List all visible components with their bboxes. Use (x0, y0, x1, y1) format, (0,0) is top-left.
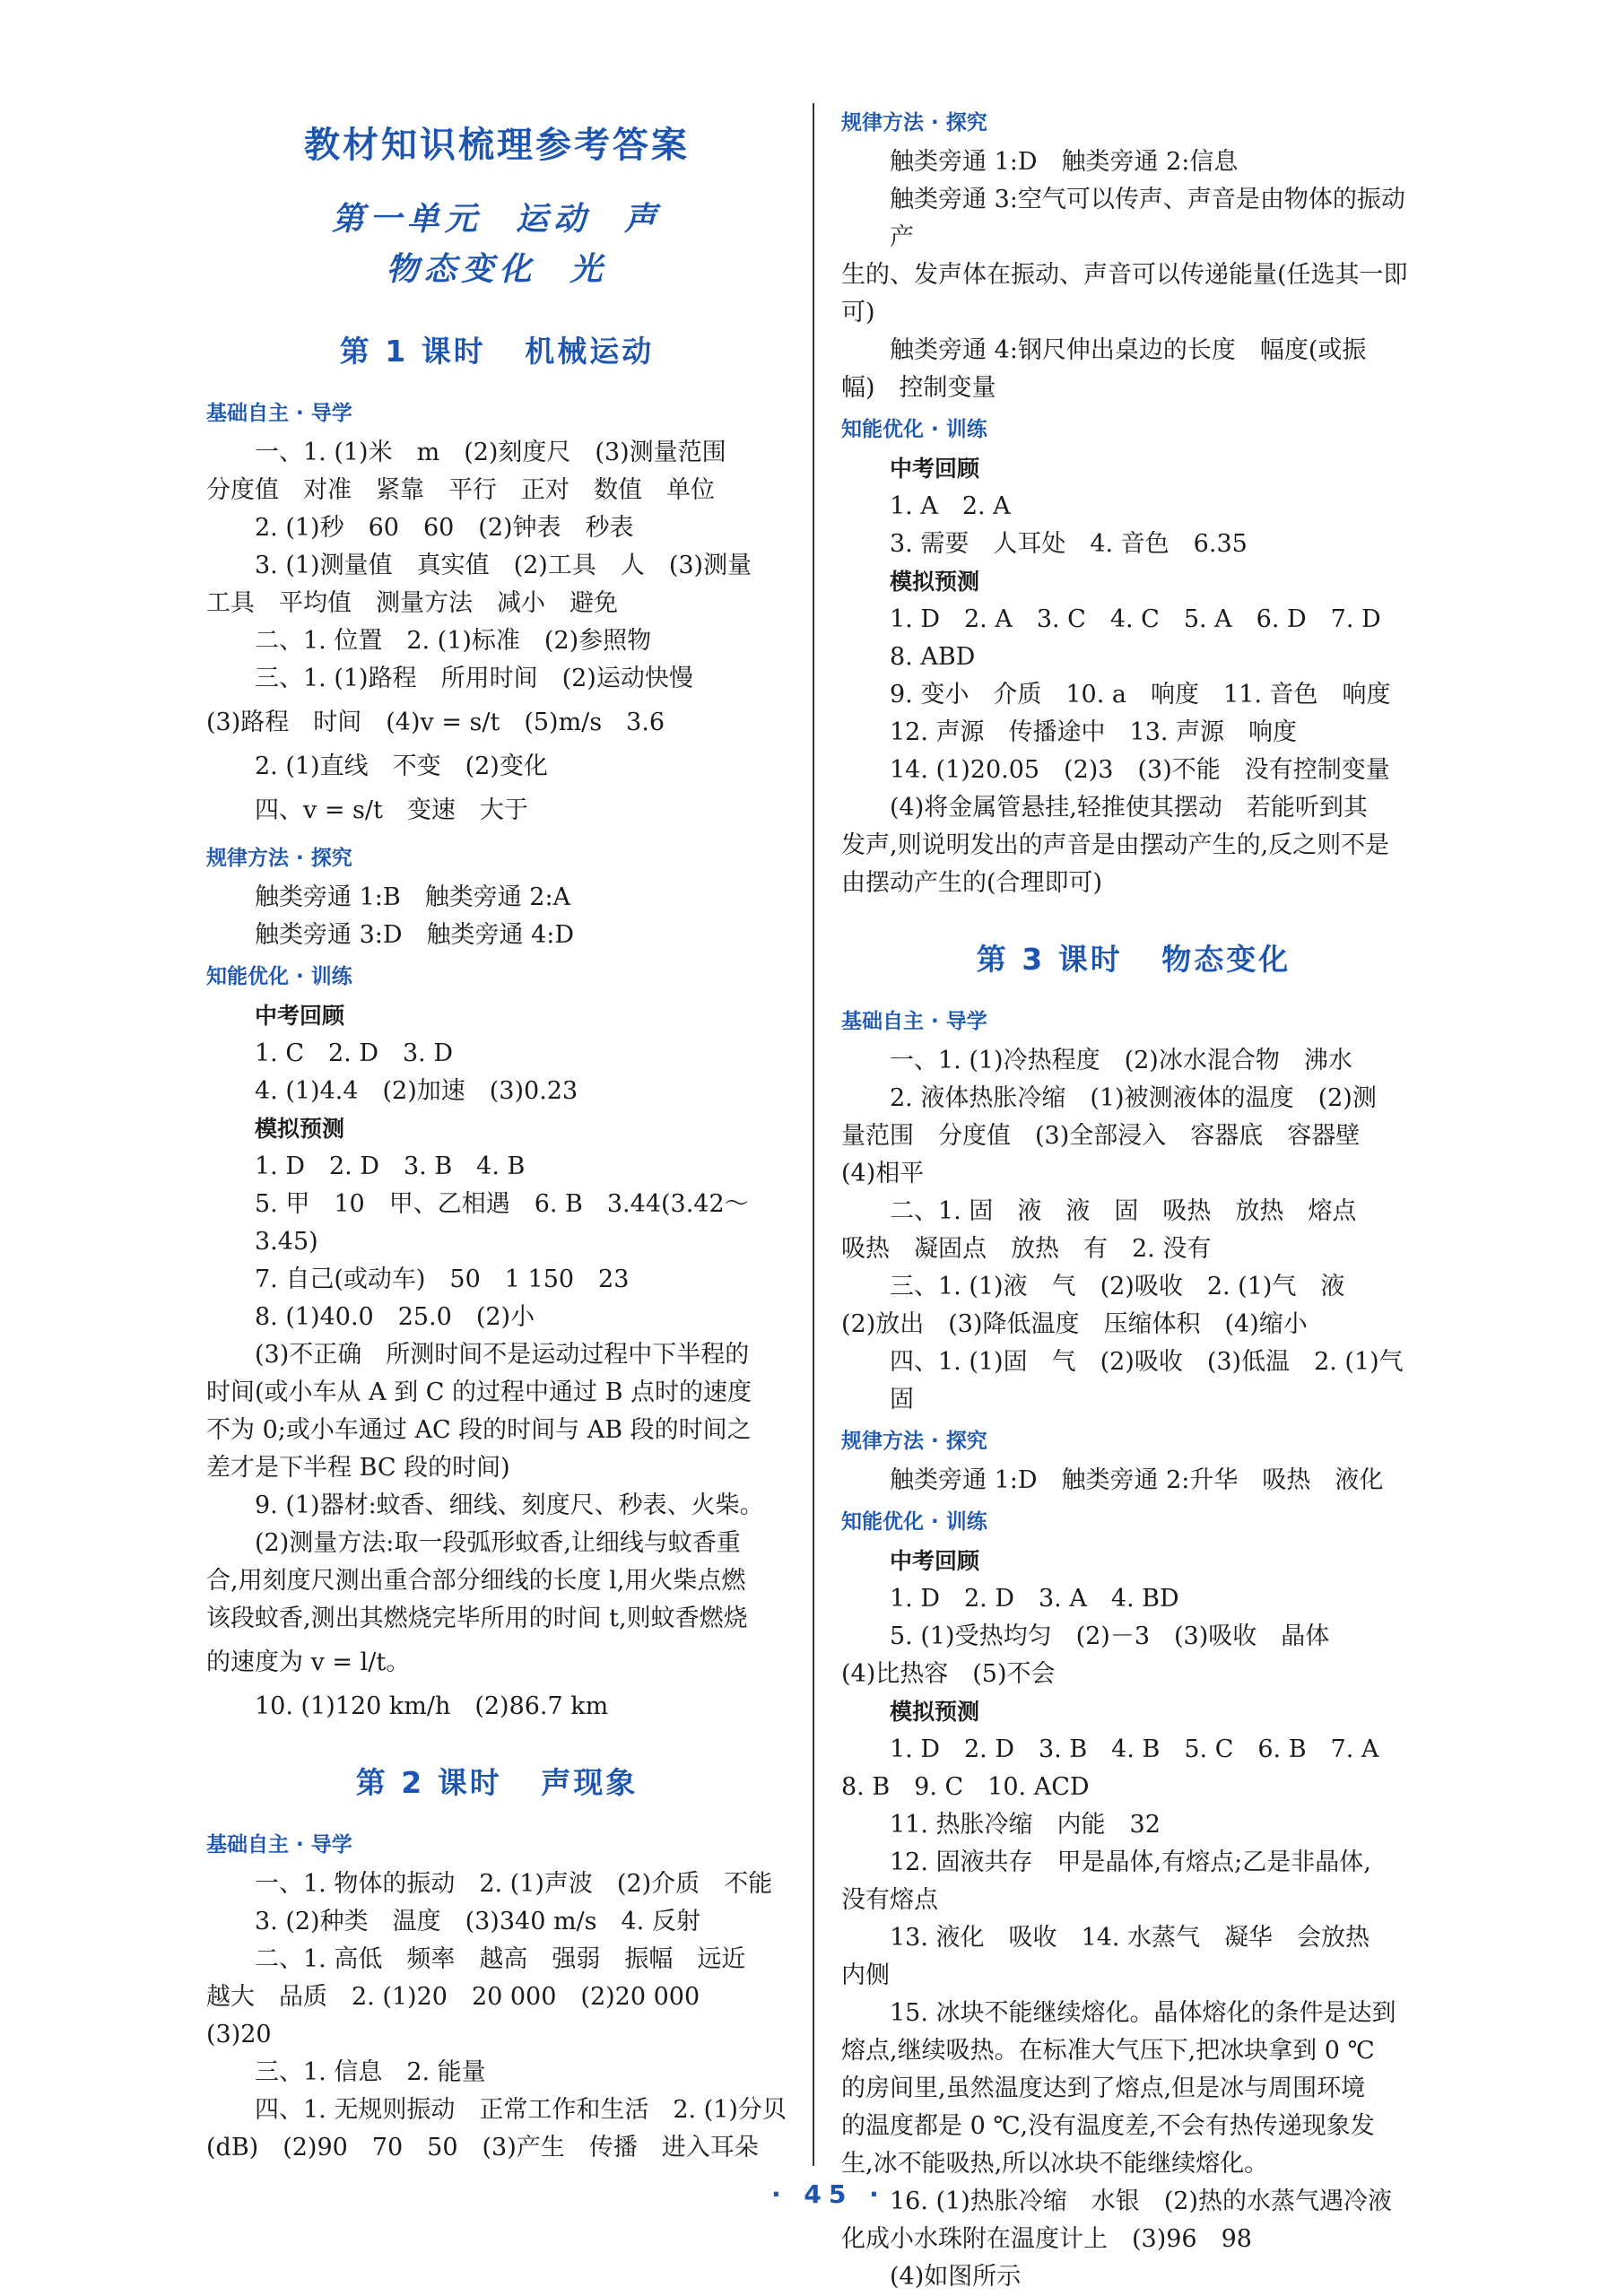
answer-line: 的速度为 v = l/t。 (206, 1648, 411, 1676)
page-title: 教材知识梳理参考答案 (304, 125, 690, 166)
answer-line: 越大 品质 2. (1)20 20 000 (2)20 000 (3)20 (206, 1983, 725, 2048)
answer-line: 幅) 控制变量 (841, 374, 996, 402)
answer-line: 4. (1)4.4 (2)加速 (3)0.23 (255, 1077, 578, 1105)
right-column (841, 108, 1426, 2296)
answer-line: 触类旁通 1:D 触类旁通 2:信息 (890, 148, 1239, 176)
answer-line: 生的、发声体在振动、声音可以传递能量(任选其一即可) (841, 261, 1408, 326)
answer-line: 二、1. 高低 频率 越高 强弱 振幅 远近 (255, 1945, 746, 1973)
answer-line: (2)测量方法:取一段弧形蚊香,让细线与蚊香重 (255, 1529, 741, 1557)
answer-line: 3. 需要 人耳处 4. 音色 6.35 (890, 530, 1248, 558)
answer-line: 10. (1)120 km/h (2)86.7 km (255, 1692, 609, 1720)
answer-line: 二、1. 位置 2. (1)标准 (2)参照物 (255, 627, 652, 655)
answer-line: 该段蚊香,测出其燃烧完毕所用的时间 t,则蚊香燃烧 (206, 1605, 748, 1632)
answer-line: 1. D 2. D 3. B 4. B (255, 1152, 526, 1180)
answer-line: 3. (1)测量值 真实值 (2)工具 人 (3)测量 (255, 552, 752, 579)
answer-line: 生,冰不能吸热,所以冰块不能继续熔化。 (841, 2150, 1269, 2178)
lesson2-heading: 第 2 课时 声现象 (355, 1765, 639, 1800)
answer-line: 12. 固液共存 甲是晶体,有熔点;乙是非晶体, (890, 1848, 1371, 1876)
answer-line: 5. (1)受热均匀 (2)－3 (3)吸收 晶体 (890, 1622, 1330, 1650)
answer-line: 没有熔点 (841, 1886, 938, 1914)
answer-line: 时间(或小车从 A 到 C 的过程中通过 B 点时的速度 (206, 1378, 752, 1406)
answer-line: 二、1. 固 液 液 固 吸热 放热 熔点 (890, 1197, 1357, 1225)
answer-line: 1. D 2. D 3. A 4. BD (890, 1585, 1179, 1613)
answer-line: 熔点,继续吸热。在标准大气压下,把冰块拿到 0 ℃ (841, 2037, 1375, 2065)
lesson1-section-training: 知能优化 · 训练 (206, 965, 352, 988)
answer-line: 9. (1)器材:蚊香、细线、刻度尺、秒表、火柴。 (255, 1492, 764, 1519)
answer-line: 触类旁通 1:B 触类旁通 2:A (255, 883, 571, 911)
answer-line: 8. (1)40.0 25.0 (2)小 (255, 1303, 535, 1331)
answer-line: 16. (1)热胀冷缩 水银 (2)热的水蒸气遇冷液 (890, 2187, 1393, 2215)
answer-line: 吸热 凝固点 放热 有 2. 没有 (841, 1235, 1212, 1263)
left-column (206, 108, 787, 2167)
answer-line: 5. 甲 10 甲、乙相遇 6. B 3.44(3.42～3.45) (255, 1190, 749, 1256)
lesson3-section-method: 规律方法 · 探究 (841, 1430, 987, 1453)
answer-line: 内侧 (841, 1961, 890, 1989)
answer-line: 8. B 9. C 10. ACD (841, 1773, 1090, 1801)
answer-line: 13. 液化 吸收 14. 水蒸气 凝华 会放热 (890, 1924, 1370, 1952)
lesson1-sub-mock: 模拟预测 (255, 1116, 345, 1142)
answer-line: 7. 自己(或动车) 50 1 150 23 (255, 1265, 630, 1293)
answer-line: 三、1. (1)液 气 (2)吸收 2. (1)气 液 (890, 1273, 1345, 1300)
answer-line: 2. (1)直线 不变 (2)变化 (255, 752, 548, 780)
lesson3-section-training: 知能优化 · 训练 (841, 1510, 987, 1534)
answer-line: 一、1. (1)米 m (2)刻度尺 (3)测量范围 (255, 439, 726, 466)
answer-line: 工具 平均值 测量方法 减小 避免 (206, 589, 618, 617)
answer-line: (dB) (2)90 70 50 (3)产生 传播 进入耳朵 (206, 2134, 759, 2161)
page-number: · 45 · (771, 2179, 886, 2209)
answer-line: 15. 冰块不能继续熔化。晶体熔化的条件是达到 (890, 1999, 1396, 2027)
column-divider (813, 103, 814, 2166)
answer-line: 不为 0;或小车通过 AC 段的时间与 AB 段的时间之 (206, 1416, 752, 1444)
lesson3-section-guide: 基础自主 · 导学 (841, 1010, 987, 1033)
answer-line: (3)不正确 所测时间不是运动过程中下半程的 (255, 1341, 750, 1369)
answer-line: 化成小水珠附在温度计上 (3)96 98 (841, 2225, 1252, 2253)
answer-line: 量范围 分度值 (3)全部浸入 容器底 容器壁 (841, 1122, 1361, 1150)
answer-line: 2. 液体热胀冷缩 (1)被测液体的温度 (2)测 (890, 1084, 1377, 1112)
answer-line: 1. D 2. D 3. B 4. B 5. C 6. B 7. A (890, 1735, 1379, 1763)
answer-line: (4)将金属管悬挂,轻推使其摆动 若能听到其 (890, 794, 1368, 822)
lesson3-heading: 第 3 课时 物态变化 (976, 942, 1291, 977)
answer-line: 14. (1)20.05 (2)3 (3)不能 没有控制变量 (890, 756, 1390, 784)
answer-line: 3. (2)种类 温度 (3)340 m/s 4. 反射 (255, 1908, 700, 1935)
lesson1-guide-answers (206, 434, 787, 836)
lesson2-section-training: 知能优化 · 训练 (841, 418, 987, 441)
answer-line: (2)放出 (3)降低温度 压缩体积 (4)缩小 (841, 1310, 1308, 1338)
lesson1-section-method: 规律方法 · 探究 (206, 847, 352, 870)
answer-line: 发声,则说明发出的声音是由摆动产生的,反之则不是 (841, 831, 1390, 859)
answer-line: 1. D 2. A 3. C 4. C 5. A 6. D 7. D 8. ABD (890, 605, 1405, 671)
answer-line: 一、1. 物体的振动 2. (1)声波 (2)介质 不能 (255, 1870, 773, 1898)
lesson2-sub-mock: 模拟预测 (890, 569, 980, 595)
answer-line: 分度值 对准 紧靠 平行 正对 数值 单位 (206, 476, 715, 504)
lesson1-sub-review: 中考回顾 (255, 1003, 345, 1029)
answer-line: 三、1. 信息 2. 能量 (255, 2058, 486, 2086)
answer-line: 触类旁通 3:D 触类旁通 4:D (255, 921, 575, 949)
answer-line: 12. 声源 传播途中 13. 声源 响度 (890, 718, 1298, 746)
answer-line: 1. C 2. D 3. D (255, 1039, 453, 1067)
answer-line: 触类旁通 1:D 触类旁通 2:升华 吸热 液化 (890, 1466, 1384, 1494)
lesson2-section-guide: 基础自主 · 导学 (206, 1833, 352, 1857)
answer-line: 由摆动产生的(合理即可) (841, 869, 1103, 897)
unit-title-line1: 第一单元 运动 声 (331, 200, 663, 238)
lesson1-section-guide: 基础自主 · 导学 (206, 402, 352, 425)
answer-line: 四、1. (1)固 气 (2)吸收 (3)低温 2. (1)气 固 (890, 1348, 1428, 1413)
answer-line: 一、1. (1)冷热程度 (2)冰水混合物 沸水 (890, 1047, 1352, 1074)
answer-line: 触类旁通 4:钢尺伸出桌边的长度 幅度(或振 (890, 336, 1367, 364)
answer-line: 的房间里,虽然温度达到了熔点,但是冰与周围环境 (841, 2074, 1366, 2102)
answer-line: 四、v = s/t 变速 大于 (255, 796, 528, 824)
answer-line: 触类旁通 3:空气可以传声、声音是由物体的振动产 (890, 186, 1405, 251)
answer-line: 四、1. 无规则振动 正常工作和生活 2. (1)分贝 (255, 2096, 787, 2124)
answer-line: 的温度都是 0 ℃,没有温度差,不会有热传递现象发 (841, 2112, 1375, 2140)
lesson2-sub-review: 中考回顾 (890, 456, 980, 482)
unit-title-line2: 物态变化 光 (386, 250, 608, 288)
answer-line: 差才是下半程 BC 段的时间) (206, 1454, 510, 1482)
answer-line: 2. (1)秒 60 60 (2)钟表 秒表 (255, 514, 634, 542)
answer-line: (3)路程 时间 (4)v = s/t (5)m/s 3.6 (206, 709, 665, 736)
answer-line: (4)比热容 (5)不会 (841, 1660, 1056, 1688)
answer-line: 1. A 2. A (890, 492, 1011, 520)
lesson1-heading: 第 1 课时 机械运动 (339, 334, 655, 369)
answer-line: 9. 变小 介质 10. a 响度 11. 音色 响度 (890, 681, 1391, 709)
answer-line: (4)相平 (841, 1160, 925, 1187)
lesson3-sub-mock: 模拟预测 (890, 1699, 980, 1725)
lesson3-sub-review: 中考回顾 (890, 1548, 980, 1574)
lesson2-section-method: 规律方法 · 探究 (841, 111, 987, 135)
answer-line: 11. 热胀冷缩 内能 32 (890, 1811, 1161, 1839)
answer-line: 合,用刻度尺测出重合部分细线的长度 l,用火柴点燃 (206, 1567, 746, 1595)
answer-line: (4)如图所示 (890, 2263, 1022, 2291)
answer-line: 三、1. (1)路程 所用时间 (2)运动快慢 (255, 665, 693, 692)
